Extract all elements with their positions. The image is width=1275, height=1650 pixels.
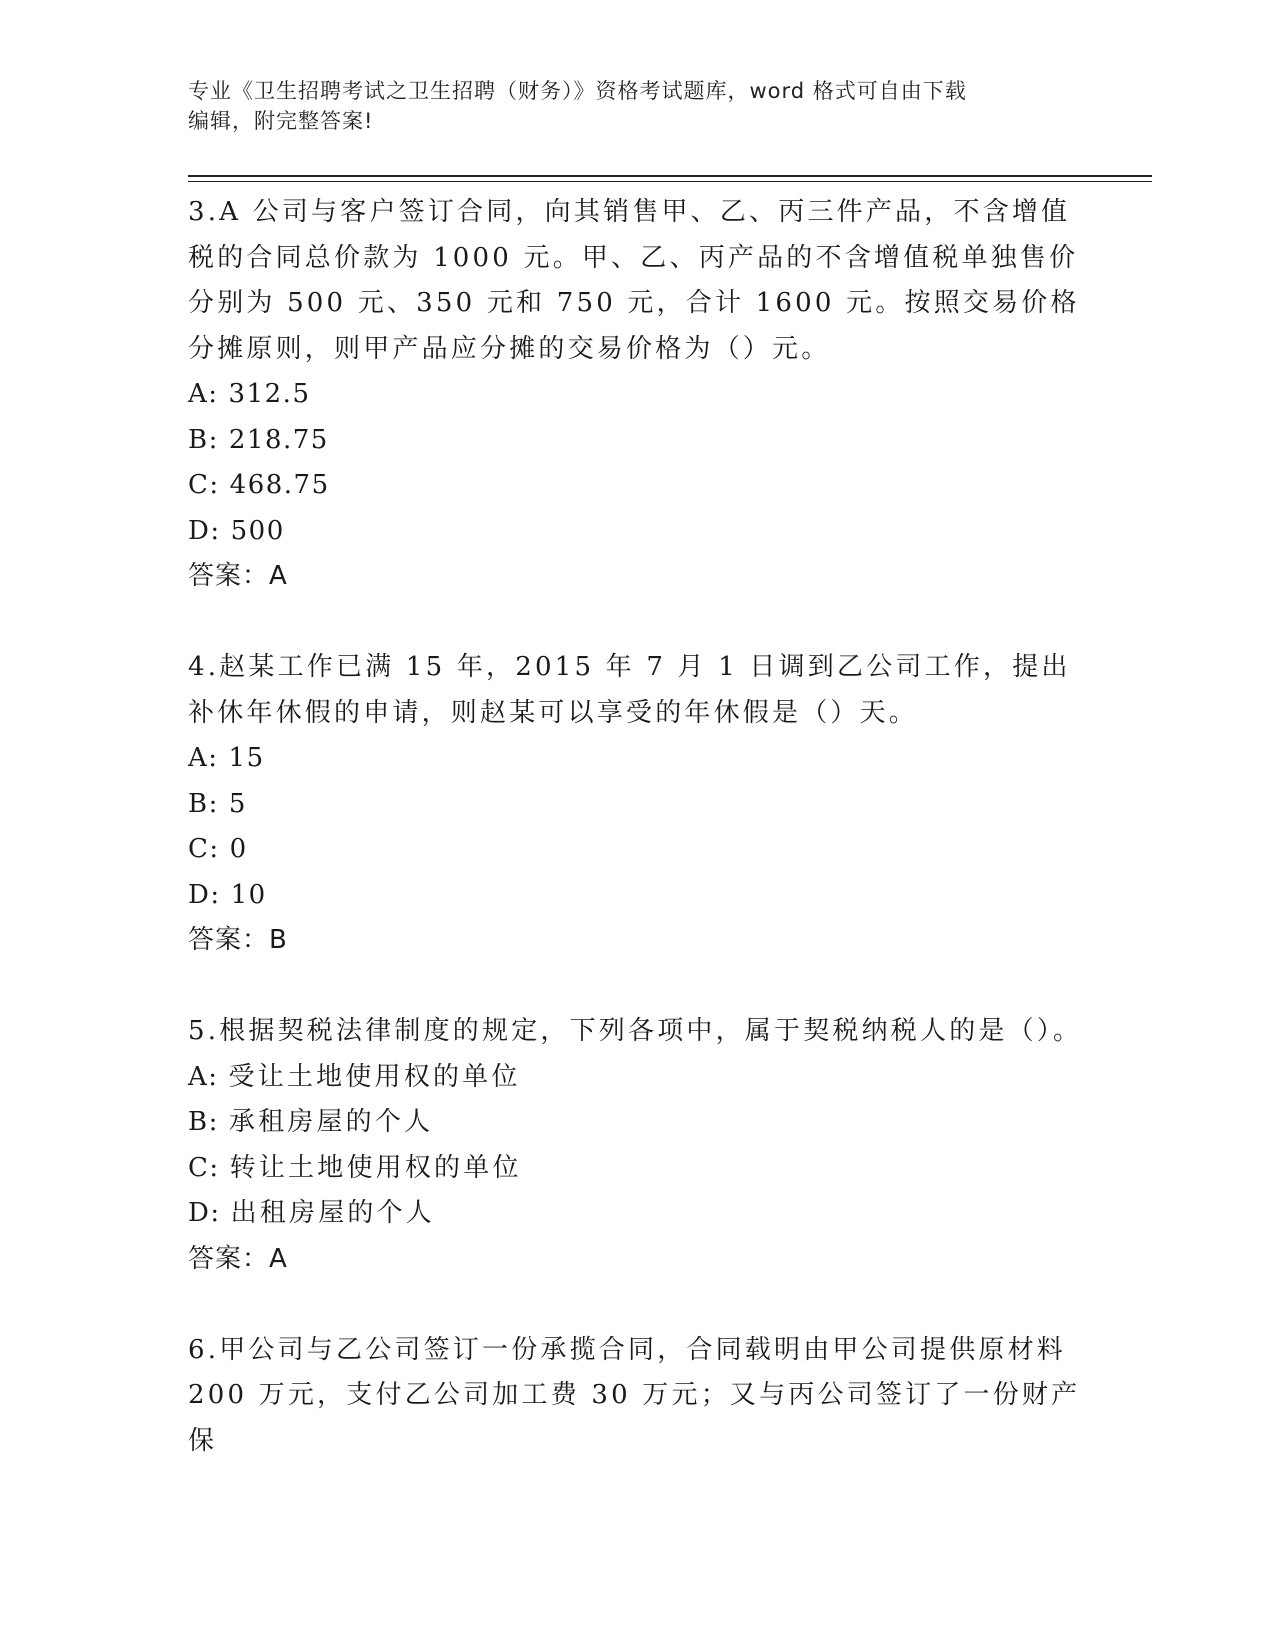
option-label: B: <box>188 788 219 819</box>
option-a <box>188 736 1088 782</box>
option-d <box>188 509 1088 555</box>
question-text: 4.赵某工作已满 15 年，2015 年 7 月 1 日调到乙公司工作，提出补休年休假的申请，则赵某可以享受的年休假是（）天。 <box>188 652 1071 728</box>
question-spacer <box>188 964 1088 1010</box>
option-label: A: <box>188 743 219 773</box>
question-text: 6.甲公司与乙公司签订一份承揽合同，合同载明由甲公司提供原材料 200 万元，支付乙公司加工费 30 万元；又与丙公司签订了一份财产保 <box>188 1334 1081 1456</box>
option-b <box>188 782 1088 828</box>
option-value: 转让土地使用权的单位 <box>229 1152 522 1183</box>
option-a <box>188 372 1088 418</box>
option-value: 受让土地使用权的单位 <box>228 1061 521 1092</box>
answer-line: 答案：A <box>188 561 288 591</box>
question-text: 3.A 公司与客户签订合同，向其销售甲、乙、丙三件产品，不含增值税的合同总价款为 1000 元。甲、乙、丙产品的不含增值税单独售价分别为 500 元、350 元和 750 元，合计 1600 元。按照交易价格分摊原则，则甲产品应分摊的交易价格为（）元。 <box>188 197 1080 364</box>
option-label: B: <box>188 1107 219 1137</box>
answer-line: 答案：A <box>188 1243 288 1274</box>
header-line-1: 专业《卫生招聘考试之卫生招聘（财务）》资格考试题库，word 格式可自由下载 <box>188 79 967 103</box>
option-value: 承租房屋的个人 <box>228 1107 434 1137</box>
option-value: 468.75 <box>229 470 330 500</box>
option-label: A: <box>188 379 219 409</box>
question-spacer <box>188 1282 1088 1328</box>
option-c <box>188 827 1088 873</box>
option-label: D: <box>188 879 221 910</box>
option-label: C: <box>188 470 220 500</box>
option-label: A: <box>188 1061 219 1092</box>
option-value: 出租房屋的个人 <box>230 1198 436 1228</box>
question-spacer <box>188 600 1088 646</box>
option-value: 312.5 <box>228 379 311 409</box>
option-value: 500 <box>230 515 285 546</box>
option-c <box>188 1146 1088 1192</box>
question-6 <box>188 1328 1088 1465</box>
question-text: 5.根据契税法律制度的规定，下列各项中，属于契税纳税人的是（）。 <box>188 1016 1083 1046</box>
option-label: D: <box>188 1198 221 1228</box>
option-value: 15 <box>228 743 265 773</box>
option-label: C: <box>188 1152 220 1183</box>
header-divider-thick <box>188 175 1152 177</box>
option-value: 218.75 <box>228 424 329 455</box>
option-label: C: <box>188 834 220 864</box>
question-3 <box>188 190 1088 600</box>
option-d <box>188 1191 1088 1237</box>
question-4 <box>188 645 1088 964</box>
option-value: 0 <box>229 834 248 864</box>
answer-line: 答案：B <box>188 925 288 955</box>
option-c <box>188 463 1088 509</box>
option-value: 5 <box>228 788 247 819</box>
option-b <box>188 418 1088 464</box>
document-header <box>188 76 1088 136</box>
question-list <box>188 190 1088 1464</box>
option-label: B: <box>188 424 219 455</box>
option-a <box>188 1055 1088 1101</box>
header-divider-thin <box>188 181 1152 182</box>
header-line-2: 编辑，附完整答案! <box>188 109 374 133</box>
option-d <box>188 873 1088 919</box>
option-label: D: <box>188 515 221 546</box>
question-5 <box>188 1009 1088 1282</box>
option-b <box>188 1100 1088 1146</box>
option-value: 10 <box>230 879 267 910</box>
